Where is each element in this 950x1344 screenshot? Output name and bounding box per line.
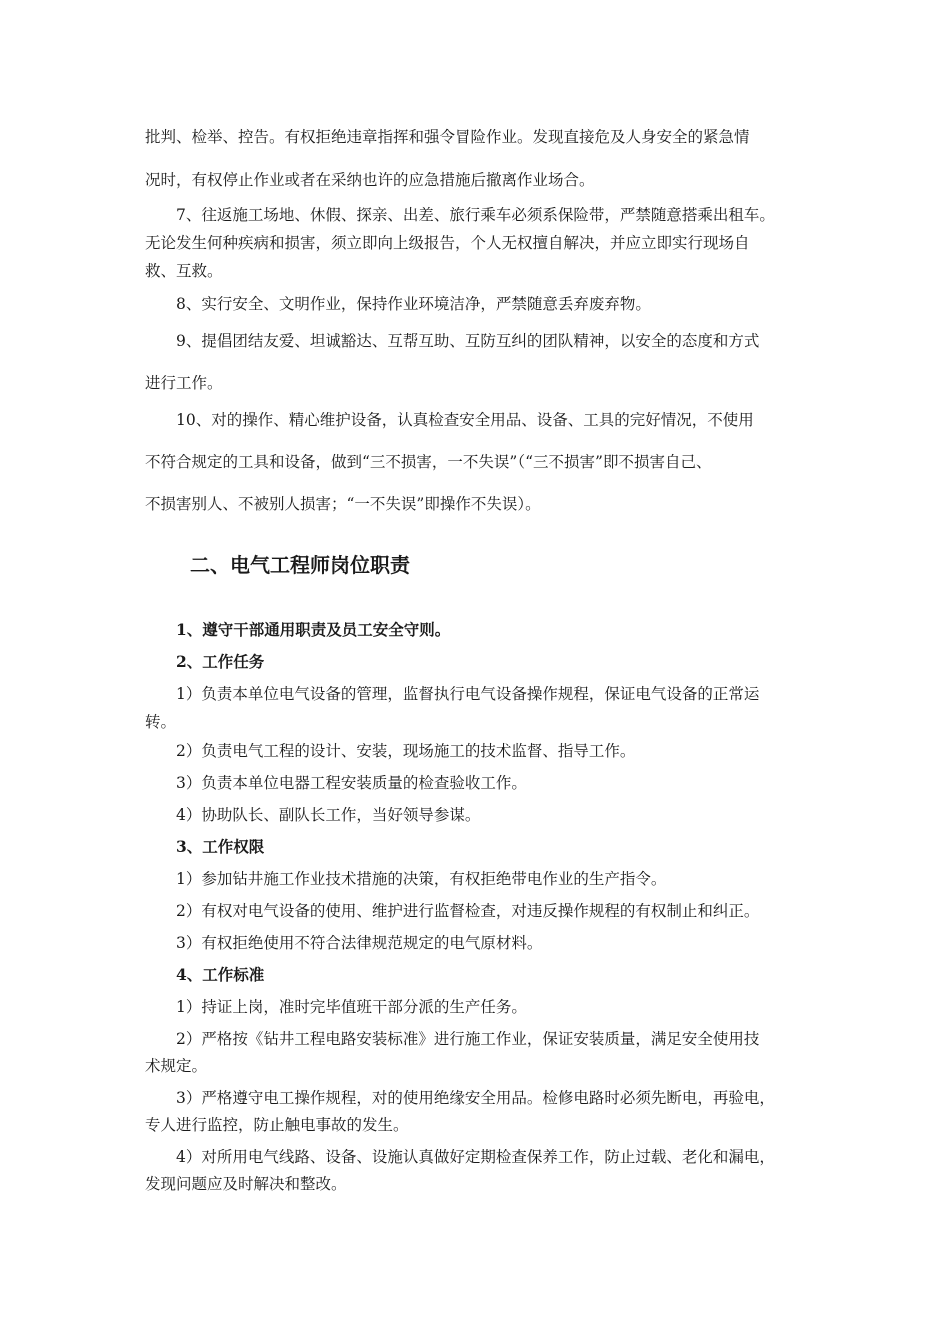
paragraph-line: 2）负责电气工程的设计、安装，现场施工的技术监督、指导工作。	[176, 742, 636, 760]
paragraph-line: 不符合规定的工具和设备，做到“三不损害，一不失误”（“三不损害”即不损害自己、	[145, 453, 712, 471]
paragraph-line: 10、对的操作、精心维护设备，认真检查安全用品、设备、工具的完好情况，不使用	[176, 411, 754, 429]
paragraph-line: 1）持证上岗，准时完毕值班干部分派的生产任务。	[176, 998, 527, 1016]
paragraph-line: 7、往返施工场地、休假、探亲、出差、旅行乘车必须系保险带，严禁随意搭乘出租车。	[176, 206, 775, 224]
paragraph-line: 2）有权对电气设备的使用、维护进行监督检查，对违反操作规程的有权制止和纠正。	[176, 902, 760, 920]
subheading: 3、工作权限	[176, 837, 265, 856]
paragraph-line: 1）参加钻井施工作业技术措施的决策，有权拒绝带电作业的生产指令。	[176, 870, 667, 888]
paragraph-line: 8、实行安全、文明作业，保持作业环境洁净，严禁随意丢弃废弃物。	[176, 295, 651, 313]
section-heading: 二、电气工程师岗位职责	[190, 553, 410, 577]
paragraph-line: 术规定。	[145, 1057, 208, 1075]
subheading: 1、遵守干部通用职责及员工安全守则。	[176, 620, 451, 639]
paragraph-line: 发现问题应及时解决和整改。	[145, 1175, 347, 1193]
paragraph-line: 9、提倡团结友爱、坦诚豁达、互帮互助、互防互纠的团队精神，以安全的态度和方式	[176, 332, 760, 350]
paragraph-line: 救、互救。	[145, 262, 223, 280]
paragraph-line: 不损害别人、不被别人损害；“一不失误”即操作不失误）。	[145, 495, 541, 513]
paragraph-line: 3）有权拒绝使用不符合法律规范规定的电气原材料。	[176, 934, 543, 952]
paragraph-line: 专人进行监控，防止触电事故的发生。	[145, 1116, 409, 1134]
paragraph-line: 批判、检举、控告。有权拒绝违章指挥和强令冒险作业。发现直接危及人身安全的紧急情	[145, 128, 750, 146]
paragraph-line: 转。	[145, 713, 177, 731]
paragraph-line: 3）负责本单位电器工程安装质量的检查验收工作。	[176, 774, 527, 792]
paragraph-line: 进行工作。	[145, 374, 223, 392]
paragraph-line: 无论发生何种疾病和损害，须立即向上级报告，个人无权擅自解决，并应立即实行现场自	[145, 234, 750, 252]
paragraph-line: 3）严格遵守电工操作规程，对的使用绝缘安全用品。检修电路时必须先断电，再验电，	[176, 1089, 775, 1107]
paragraph-line: 4）协助队长、副队长工作，当好领导参谋。	[176, 806, 481, 824]
paragraph-line: 况时，有权停止作业或者在采纳也许的应急措施后撤离作业场合。	[145, 171, 595, 189]
paragraph-line: 4）对所用电气线路、设备、设施认真做好定期检查保养工作，防止过载、老化和漏电，	[176, 1148, 775, 1166]
paragraph-line: 2）严格按《钻井工程电路安装标准》进行施工作业，保证安装质量，满足安全使用技	[176, 1030, 760, 1048]
subheading: 4、工作标准	[176, 965, 265, 984]
subheading: 2、工作任务	[176, 652, 265, 671]
paragraph-line: 1）负责本单位电气设备的管理，监督执行电气设备操作规程，保证电气设备的正常运	[176, 685, 760, 703]
